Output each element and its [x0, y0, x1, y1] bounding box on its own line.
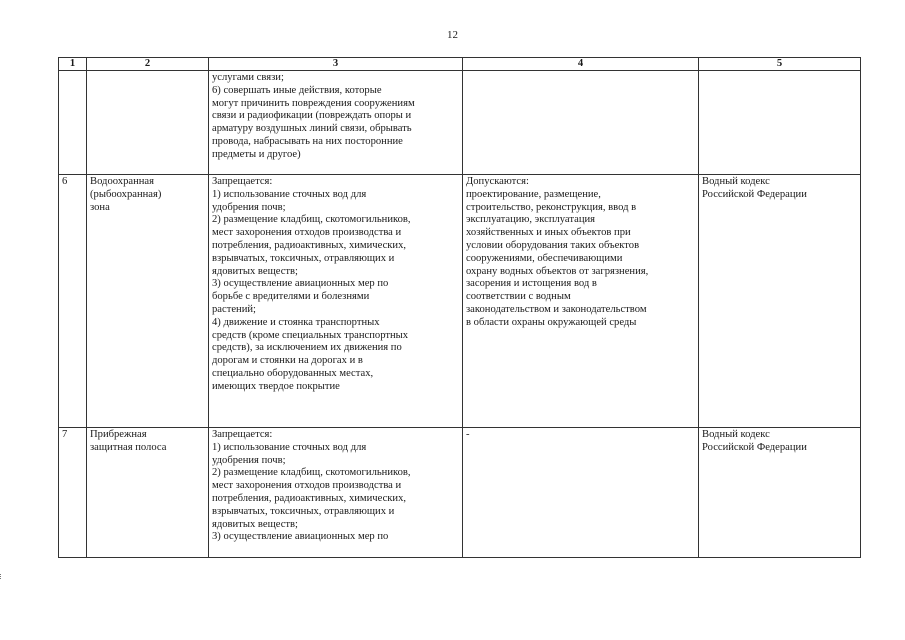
- cell-text-line: Водный кодекс: [702, 429, 770, 440]
- cell-text-line: Прибрежная: [90, 429, 147, 440]
- cell-text-line: специально оборудованных местах,: [212, 367, 374, 379]
- cell-text-line: удобрения почв;: [212, 201, 286, 213]
- table-cell-3: [209, 71, 463, 175]
- cell-text-line: Водоохранная: [90, 176, 154, 187]
- page-number: 12: [447, 29, 458, 41]
- table-cell-5: [699, 428, 861, 558]
- cell-text-line: 3) осуществление авиационных мер по: [212, 278, 389, 290]
- cell-text-line: мест захоронения отходов производства и: [212, 480, 402, 492]
- cell-text-line: 1) использование сточных вод для: [212, 188, 367, 200]
- cell-text-line: охрану водных объектов от загрязнения,: [466, 265, 649, 277]
- cell-text-line: Российской Федерации: [702, 188, 807, 200]
- cell-text-line: 2) размещение кладбищ, скотомогильников,: [212, 467, 411, 479]
- cell-text-line: могут причинить повреждения сооружениям: [212, 97, 415, 109]
- cell-text-line: условии оборудования таких объектов: [466, 239, 640, 251]
- cell-text-line: 1) использование сточных вод для: [212, 441, 367, 453]
- cell-text-line: 2) размещение кладбищ, скотомогильников,: [212, 214, 411, 226]
- cell-text-line: засорения и истощения вод в: [466, 278, 597, 290]
- cell-text-line: средств), за исключением их движения по: [212, 342, 402, 354]
- table-header-row: [59, 58, 861, 71]
- cell-text-line: 4) движение и стоянка транспортных: [212, 316, 380, 328]
- table-cell-5: [699, 175, 861, 428]
- cell-text-line: соответствии с водным: [466, 291, 571, 303]
- cell-text-line: зона: [90, 201, 110, 213]
- table-row: [59, 71, 861, 175]
- cell-text-line: связи и радиофикации (повреждать опоры и: [212, 110, 412, 122]
- table-cell-2: [87, 428, 209, 558]
- regulation-table: [58, 57, 861, 558]
- table-cell-3: [209, 428, 463, 558]
- header-col-2: 2: [87, 58, 209, 71]
- cell-text-line: в области охраны окружающей среды: [466, 316, 637, 328]
- cell-text-line: ядовитых веществ;: [212, 265, 298, 277]
- cell-text-line: (рыбоохранная): [90, 188, 162, 200]
- header-col-3: 3: [209, 58, 463, 71]
- cell-text-line: потребления, радиоактивных, химических,: [212, 239, 407, 251]
- table-row: [59, 175, 861, 428]
- table-body: [59, 71, 861, 558]
- cell-text-line: сооружениями, обеспечивающими: [466, 252, 623, 264]
- cell-text-line: арматуру воздушных линий связи, обрывать: [212, 123, 412, 135]
- cell-text-line: борьбе с вредителями и болезнями: [212, 291, 370, 303]
- cell-text-line: взрывчатых, токсичных, отравляющих и: [212, 505, 395, 517]
- table-cell-5: [699, 71, 861, 175]
- row-number-cell: [59, 71, 87, 175]
- cell-text-line: средств (кроме специальных транспортных: [212, 329, 409, 341]
- cell-text-line: проектирование, размещение,: [466, 188, 601, 200]
- table-cell-2: [87, 71, 209, 175]
- cell-text-line: защитная полоса: [90, 441, 167, 453]
- cell-text-line: провода, набрасывать на них посторонние: [212, 135, 403, 147]
- cell-text-line: дорогам и стоянки на дорогах и в: [212, 355, 363, 367]
- cell-text-line: Запрещается:: [212, 176, 273, 187]
- table-cell-2: [87, 175, 209, 428]
- row-number-cell: 6: [59, 175, 87, 428]
- cell-text-line: потребления, радиоактивных, химических,: [212, 492, 407, 504]
- header-col-1: 1: [59, 58, 87, 71]
- cell-text-line: законодательством и законодательством: [466, 303, 647, 315]
- cell-text-line: Водный кодекс: [702, 176, 770, 187]
- cell-text-line: эксплуатацию, эксплуатация: [466, 214, 596, 226]
- row-number-cell: 7: [59, 428, 87, 558]
- table-row: [59, 428, 861, 558]
- cell-text-line: Допускаются:: [466, 176, 529, 187]
- cell-text-line: удобрения почв;: [212, 454, 286, 466]
- cell-text-line: мест захоронения отходов производства и: [212, 227, 402, 239]
- table-cell-4: [463, 175, 699, 428]
- cell-text-line: растений;: [212, 303, 256, 315]
- cell-text-line: Запрещается:: [212, 429, 273, 440]
- cell-text-line: 6) совершать иные действия, которые: [212, 84, 382, 96]
- header-col-4: 4: [463, 58, 699, 71]
- table-cell-3: [209, 175, 463, 428]
- scan-edge-mark: [0, 574, 4, 579]
- cell-text-line: имеющих твердое покрытие: [212, 380, 340, 392]
- cell-text-line: предметы и другое): [212, 148, 301, 160]
- cell-text-line: строительство, реконструкция, ввод в: [466, 201, 637, 213]
- cell-text-line: услугами связи;: [212, 72, 284, 83]
- cell-text-line: взрывчатых, токсичных, отравляющих и: [212, 252, 395, 264]
- cell-text-line: хозяйственных и иных объектов при: [466, 227, 631, 239]
- header-col-5: 5: [699, 58, 861, 71]
- cell-text-line: Российской Федерации: [702, 441, 807, 453]
- table-cell-4: [463, 71, 699, 175]
- table-cell-4: [463, 428, 699, 558]
- cell-text-line: 3) осуществление авиационных мер по: [212, 531, 389, 543]
- cell-text-line: ядовитых веществ;: [212, 518, 298, 530]
- cell-text-line: -: [466, 429, 470, 440]
